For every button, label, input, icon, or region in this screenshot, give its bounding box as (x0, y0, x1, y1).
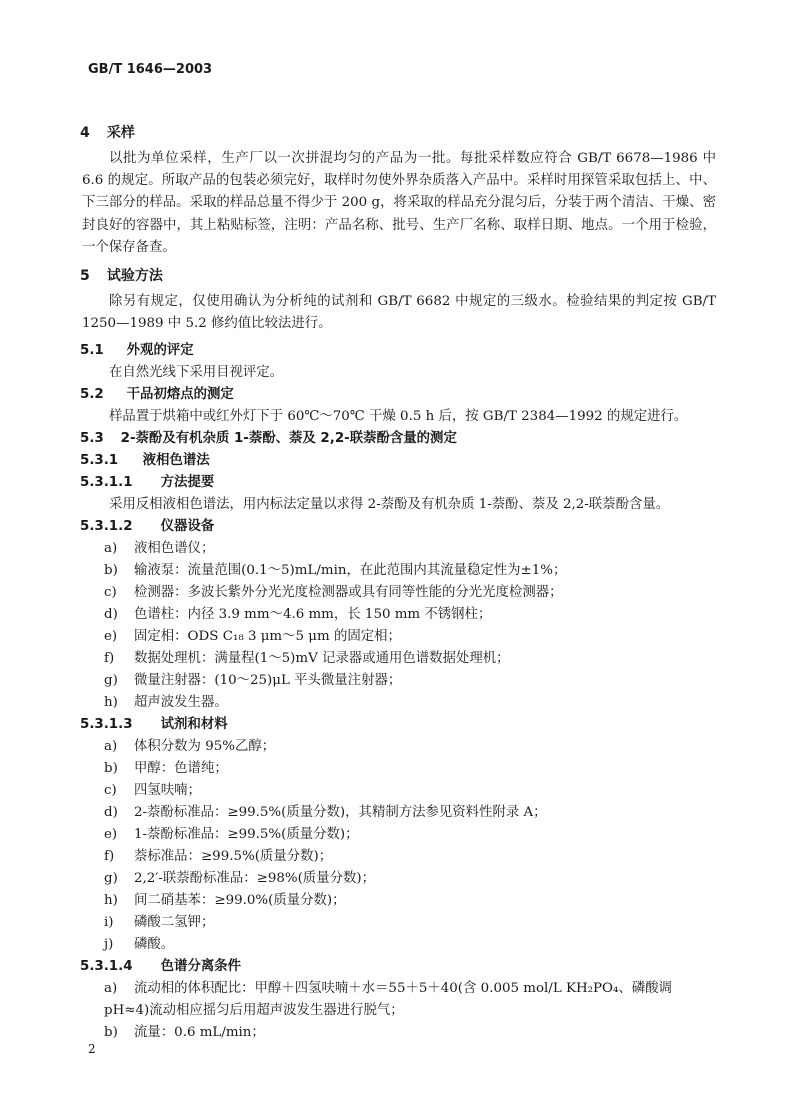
section-title: 外观的评定 (126, 343, 194, 358)
item-text: 流量：0.6 mL/min； (134, 1025, 265, 1040)
section-number: 5.3 (80, 431, 104, 446)
section-5-3-1-heading (80, 449, 210, 468)
list-item (104, 647, 510, 666)
item-text: 数据处理机：满量程(1～5)mV 记录器或通用色谱数据处理机； (134, 651, 510, 666)
list-item (104, 845, 332, 864)
item-label: f) (104, 849, 115, 864)
item-text: 间二硝基苯：≥99.0%(质量分数)； (134, 893, 346, 908)
item-text: 检测器：多波长紫外分光光度检测器或具有同等性能的分光光度检测器； (134, 585, 563, 600)
section-title: 液相色谱法 (142, 453, 210, 468)
section-4-heading (80, 122, 135, 142)
section-number: 4 (80, 125, 90, 141)
page-number: 2 (88, 1042, 96, 1056)
item-text: 流动相的体积配比：甲醇＋四氢呋喃＋水＝55＋5＋40(含 0.005 mol/L KH₂PO₄、磷酸调 (134, 981, 672, 996)
item-label: i) (104, 915, 114, 930)
item-text: 磷酸。 (134, 937, 175, 952)
list-item (104, 537, 214, 556)
item-text: 固定相：ODS C₁₈ 3 μm～5 μm 的固定相； (134, 629, 401, 644)
list-item (104, 823, 359, 842)
item-label: e) (104, 827, 118, 842)
item-label: f) (104, 651, 115, 666)
section-title: 方法提要 (160, 475, 215, 490)
section-5-1-text: 在自然光线下采用目视评定。 (109, 365, 284, 380)
section-number: 5.3.1.2 (80, 519, 133, 534)
item-label: g) (104, 871, 118, 886)
item-text: 2,2′-联萘酚标准品：≥98%(质量分数)； (134, 871, 375, 886)
list-item (104, 559, 566, 578)
section-5-heading (80, 265, 163, 285)
list-item (104, 779, 201, 798)
item-text: 输液泵：流量范围(0.1～5)mL/min，在此范围内其流量稳定性为±1%； (134, 563, 567, 578)
section-5-3-heading (80, 427, 457, 446)
section-number: 5.3.1.3 (80, 717, 133, 732)
list-item (104, 911, 214, 930)
item-label: a) (104, 739, 118, 754)
item-text: 磷酸二氢钾； (134, 915, 215, 930)
list-item (104, 603, 491, 622)
section-title: 干品初熔点的测定 (126, 387, 234, 402)
item-label: c) (104, 783, 117, 798)
section-5-paragraph: 除另有规定，仅使用确认为分析纯的试剂和 GB/T 6682 中规定的三级水。检验结果的判定按 GB/T 1250—1989 中 5.2 修约值比较法进行。 (82, 294, 716, 332)
list-item (104, 757, 228, 776)
item-label: b) (104, 563, 118, 578)
item-text: 体积分数为 95%乙醇； (134, 739, 276, 754)
item-label: b) (104, 761, 118, 776)
section-title: 仪器设备 (160, 519, 215, 534)
section-title: 采样 (106, 125, 135, 141)
list-item-continuation: pH≈4)流动相应摇匀后用超声波发生器进行脱气； (104, 1003, 404, 1018)
list-item (104, 691, 228, 710)
list-item (104, 669, 401, 688)
standard-code: GB/T 1646—2003 (88, 62, 213, 77)
list-item (104, 867, 375, 886)
section-5-3-1-4-heading (80, 955, 241, 974)
item-text: 色谱柱：内径 3.9 mm～4.6 mm，长 150 mm 不锈钢柱； (134, 607, 492, 622)
item-text: 微量注射器：(10～25)μL 平头微量注射器； (134, 673, 402, 688)
section-title: 2-萘酚及有机杂质 1-萘酚、萘及 2,2-联萘酚含量的测定 (120, 431, 457, 446)
section-5-3-1-1-text: 采用反相液相色谱法，用内标法定量以求得 2-萘酚及有机杂质 1-萘酚、萘及 2,2-联萘酚含量。 (109, 497, 670, 512)
section-number: 5.3.1.1 (80, 475, 133, 490)
item-label: h) (104, 695, 118, 710)
section-5-1-heading (80, 339, 194, 358)
section-number: 5 (80, 268, 90, 284)
section-5-3-1-1-heading (80, 471, 214, 490)
item-text: 超声波发生器。 (134, 695, 228, 710)
item-text: 四氢呋喃； (134, 783, 201, 798)
list-item (104, 889, 346, 908)
section-title: 试剂和材料 (160, 717, 228, 732)
section-5-2-heading (80, 383, 234, 402)
section-4-paragraph: 以批为单位采样，生产厂以一次拼混均匀的产品为一批。每批采样数应符合 GB/T 6678—1986 中 6.6 的规定。所取产品的包装必须完好，取样时勿使外界杂质落入产品中。采样时用探管采取包括上、中、下三部分的样品。采取的样品总量不得少于 200 g，将采取的样品充分混匀后，分装于两个清洁、干燥、密封良好的容器中，其上粘贴标签，注明：产品名称、批号、生产厂名称、取样日期、地点。一个用于检验，一个保存备查。 (82, 151, 716, 255)
item-text: 液相色谱仪； (134, 541, 215, 556)
section-number: 5.1 (80, 343, 104, 358)
item-label: g) (104, 673, 118, 688)
list-item (104, 801, 547, 820)
item-label: d) (104, 805, 118, 820)
item-label: c) (104, 585, 117, 600)
section-number: 5.3.1 (80, 453, 119, 468)
list-item (104, 933, 174, 952)
section-5-2-text: 样品置于烘箱中或红外灯下于 60℃～70℃ 干燥 0.5 h 后，按 GB/T 2384—1992 的规定进行。 (109, 409, 688, 424)
list-item (104, 735, 275, 754)
section-5-3-1-3-heading (80, 713, 228, 732)
item-text: 甲醇：色谱纯； (134, 761, 228, 776)
list-item (104, 625, 401, 644)
item-label: h) (104, 893, 118, 908)
list-item (104, 581, 563, 600)
item-label: a) (104, 541, 118, 556)
section-5-3-1-2-heading (80, 515, 214, 534)
section-title: 色谱分离条件 (160, 959, 242, 974)
item-label: j) (104, 937, 114, 952)
item-text: 萘标准品：≥99.5%(质量分数)； (134, 849, 333, 864)
section-title: 试验方法 (106, 268, 163, 284)
list-item (104, 1021, 265, 1040)
item-text: 2-萘酚标准品：≥99.5%(质量分数)，其精制方法参见资料性附录 A； (134, 805, 547, 820)
item-label: a) (104, 981, 118, 996)
item-label: d) (104, 607, 118, 622)
section-number: 5.2 (80, 387, 104, 402)
item-text: 1-萘酚标准品：≥99.5%(质量分数)； (134, 827, 359, 842)
item-label: e) (104, 629, 118, 644)
list-item (104, 977, 672, 996)
section-number: 5.3.1.4 (80, 959, 133, 974)
item-label: b) (104, 1025, 118, 1040)
